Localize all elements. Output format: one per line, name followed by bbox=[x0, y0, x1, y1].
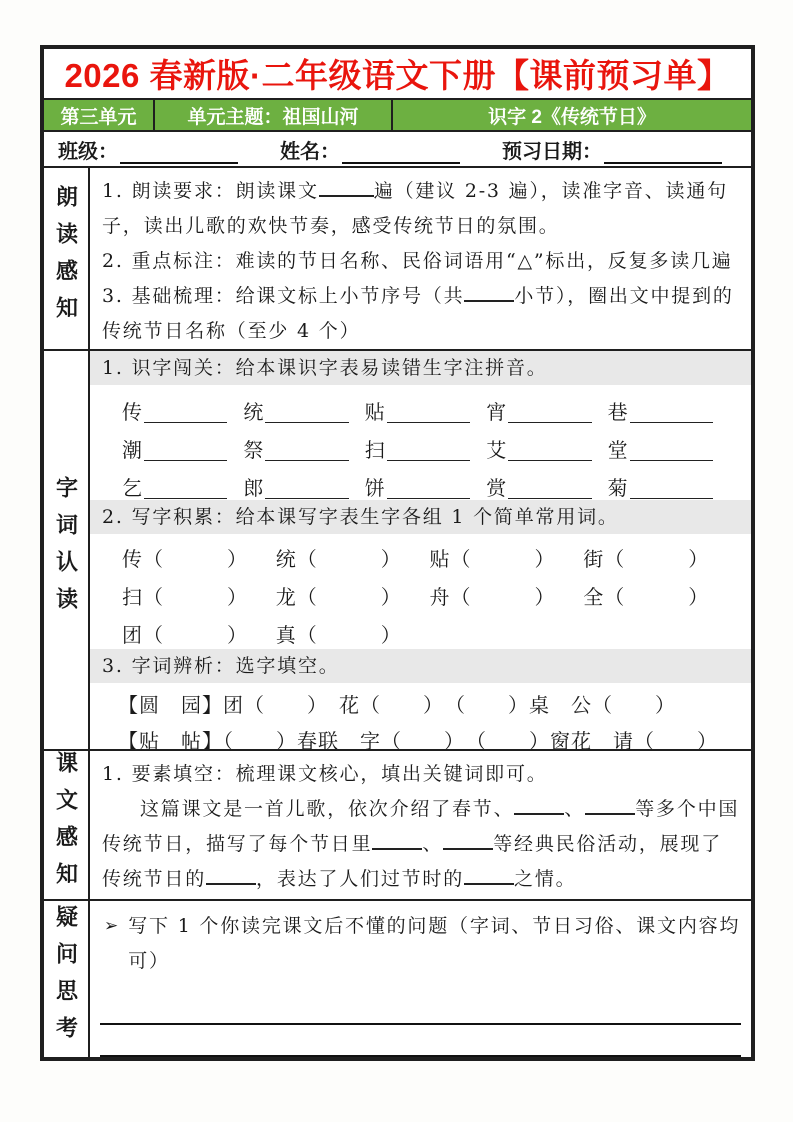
pinyin-cell bbox=[365, 389, 486, 427]
pinyin-char: 祭 bbox=[243, 438, 264, 462]
pinyin-char: 统 bbox=[243, 400, 264, 424]
blank-line bbox=[585, 811, 635, 815]
pinyin-cell bbox=[243, 427, 364, 465]
pinyin-blank-line bbox=[508, 460, 591, 461]
section-reading-label-text: 朗读感知 bbox=[53, 184, 79, 333]
pinyin-blank-line bbox=[265, 422, 348, 423]
reading-item-1-pre: 1. 朗读要求：朗读课文 bbox=[102, 180, 319, 202]
pinyin-cell bbox=[365, 465, 486, 503]
pinyin-blank-line bbox=[508, 498, 591, 499]
word-cell: 全（ ） bbox=[583, 584, 710, 609]
pinyin-blank-line bbox=[387, 498, 470, 499]
name-group bbox=[280, 135, 460, 164]
pinyin-cell bbox=[122, 389, 243, 427]
reading-item-1-post: 遍（建议 2-3 遍），读准字音、读通句子，读出儿歌的欢快节奏，感受传统节日的氛围。 bbox=[102, 180, 728, 237]
blank-line bbox=[443, 846, 493, 850]
name-label: 姓名： bbox=[280, 140, 340, 163]
essay-part: 、 bbox=[564, 798, 586, 820]
worksheet bbox=[40, 45, 755, 1061]
blank-line bbox=[372, 846, 422, 850]
word-cell: 统（ ） bbox=[275, 546, 402, 571]
essay-part: ，表达了人们过节时的 bbox=[256, 868, 465, 890]
unit-cell: 第三单元 bbox=[44, 100, 155, 130]
date-blank-line bbox=[604, 140, 722, 164]
pinyin-cell bbox=[365, 427, 486, 465]
word-cell: 团（ ） bbox=[122, 622, 248, 647]
pinyin-char: 菊 bbox=[607, 476, 628, 500]
reading-item-2: 2. 重点标注：难读的节日名称、民俗词语用“△”标出，反复多读几遍 bbox=[102, 250, 733, 272]
question-text: 写下 1 个你读完课文后不懂的问题（字词、节日习俗、课文内容均可） bbox=[128, 915, 741, 972]
pinyin-cell bbox=[243, 389, 364, 427]
pinyin-char: 堂 bbox=[607, 438, 628, 462]
section-essay-body bbox=[90, 751, 751, 899]
pinyin-cell bbox=[486, 389, 607, 427]
pinyin-blank-line bbox=[265, 498, 348, 499]
title-row bbox=[44, 49, 751, 100]
blank-line bbox=[464, 298, 514, 302]
reading-item-3-pre: 3. 基础梳理：给课文标上小节序号（共 bbox=[102, 285, 465, 307]
pinyin-char: 乞 bbox=[122, 476, 142, 500]
essay-part: 、 bbox=[422, 833, 444, 855]
essay-part: 之情。 bbox=[514, 868, 577, 890]
word-cell: 传（ ） bbox=[122, 546, 248, 571]
pinyin-cell bbox=[608, 427, 729, 465]
word-cell: 街（ ） bbox=[583, 546, 710, 571]
section-essay-label-text: 课文感知 bbox=[53, 751, 79, 899]
info-row bbox=[44, 132, 751, 168]
blank-line bbox=[206, 881, 256, 885]
essay-part: 这篇课文是一首儿歌，依次介绍了春节、 bbox=[140, 798, 515, 820]
section-essay-label bbox=[44, 751, 90, 899]
pinyin-cell bbox=[608, 389, 729, 427]
section-question-label-text: 疑问思考 bbox=[53, 905, 79, 1053]
page-title: 2026 春新版·二年级语文下册【课前预习单】 bbox=[64, 56, 731, 94]
pinyin-blank-line bbox=[508, 422, 591, 423]
choice-line: 【圆 园】团（ ） 花（ ） （ ）桌 公（ ） bbox=[118, 693, 676, 717]
section-words-label-text: 字词认读 bbox=[53, 476, 79, 624]
pinyin-blank-line bbox=[630, 460, 713, 461]
word-cell: 舟（ ） bbox=[429, 584, 556, 609]
choice-line: 【贴 帖】（ ）春联 字（ ） （ ）窗花 请（ ） bbox=[118, 729, 718, 749]
pinyin-char: 贴 bbox=[364, 400, 385, 424]
pinyin-cell bbox=[122, 427, 243, 465]
section-reading-label bbox=[44, 168, 90, 349]
reading-item-1 bbox=[90, 174, 751, 244]
section-words-label bbox=[44, 351, 90, 749]
pinyin-blank-line bbox=[630, 498, 713, 499]
pinyin-char: 扫 bbox=[364, 438, 385, 462]
pinyin-blank-line bbox=[144, 460, 227, 461]
essay-paragraph bbox=[90, 792, 751, 897]
pinyin-char: 郎 bbox=[243, 476, 264, 500]
essay-part: 等多个中国传统节日，描写了每个节日里 bbox=[102, 798, 740, 855]
section-essay bbox=[44, 751, 751, 901]
pinyin-char: 潮 bbox=[122, 438, 142, 462]
section-question-label bbox=[44, 901, 90, 1057]
pinyin-char: 赏 bbox=[486, 476, 507, 500]
pinyin-cell bbox=[608, 465, 729, 503]
arrow-bullet-icon: ➢ bbox=[104, 916, 119, 936]
choice-rows bbox=[90, 683, 751, 749]
pinyin-cell bbox=[486, 427, 607, 465]
word-cell: 真（ ） bbox=[275, 622, 402, 647]
word-cell: 龙（ ） bbox=[275, 584, 402, 609]
word-cell: 贴（ ） bbox=[429, 546, 556, 571]
unit-theme-cell: 单元主题：祖国山河 bbox=[155, 100, 393, 130]
pinyin-char: 艾 bbox=[486, 438, 507, 462]
word-grid bbox=[90, 534, 751, 649]
reading-item-3-post: 小节），圈出文中提到的传统节日名称（至少 4 个） bbox=[102, 285, 734, 342]
answer-line bbox=[100, 1025, 741, 1057]
date-label: 预习日期： bbox=[502, 140, 602, 163]
section-reading bbox=[44, 168, 751, 351]
section-reading-body bbox=[90, 168, 751, 349]
pinyin-char: 传 bbox=[122, 400, 142, 424]
section-question-body bbox=[90, 901, 751, 1057]
blank-line bbox=[319, 193, 374, 197]
pinyin-char: 饼 bbox=[364, 476, 385, 500]
task-word-header: 2. 写字积累：给本课写字表生字各组 1 个简单常用词。 bbox=[90, 500, 751, 534]
blank-line bbox=[514, 811, 564, 815]
pinyin-cell bbox=[486, 465, 607, 503]
pinyin-char: 巷 bbox=[607, 400, 628, 424]
essay-task: 1. 要素填空：梳理课文核心，填出关键词即可。 bbox=[102, 763, 548, 785]
class-blank-line bbox=[120, 140, 238, 164]
pinyin-blank-line bbox=[144, 498, 227, 499]
pinyin-char: 宵 bbox=[486, 400, 507, 424]
date-group bbox=[502, 135, 722, 164]
essay-part: 等经典民俗活动，展现了传统节日的 bbox=[102, 833, 723, 890]
class-label: 班级： bbox=[58, 140, 118, 163]
pinyin-cell bbox=[243, 465, 364, 503]
task-pinyin-header: 1. 识字闯关：给本课识字表易读错生字注拼音。 bbox=[90, 351, 751, 385]
pinyin-cell bbox=[122, 465, 243, 503]
reading-item-3 bbox=[90, 279, 751, 349]
pinyin-blank-line bbox=[144, 422, 227, 423]
blank-line bbox=[464, 881, 514, 885]
question-prompt bbox=[90, 909, 751, 979]
pinyin-grid bbox=[90, 385, 751, 500]
word-cell: 扫（ ） bbox=[122, 584, 248, 609]
unit-bar bbox=[44, 100, 751, 132]
section-words-body bbox=[90, 351, 751, 749]
section-words bbox=[44, 351, 751, 751]
name-blank-line bbox=[342, 140, 460, 164]
answer-line bbox=[100, 993, 741, 1025]
section-question bbox=[44, 901, 751, 1057]
pinyin-blank-line bbox=[265, 460, 348, 461]
class-group bbox=[58, 135, 238, 164]
task-choice-header: 3. 字词辨析：选字填空。 bbox=[90, 649, 751, 683]
pinyin-blank-line bbox=[630, 422, 713, 423]
lesson-cell: 识字 2《传统节日》 bbox=[488, 106, 656, 128]
pinyin-blank-line bbox=[387, 422, 470, 423]
pinyin-blank-line bbox=[387, 460, 470, 461]
